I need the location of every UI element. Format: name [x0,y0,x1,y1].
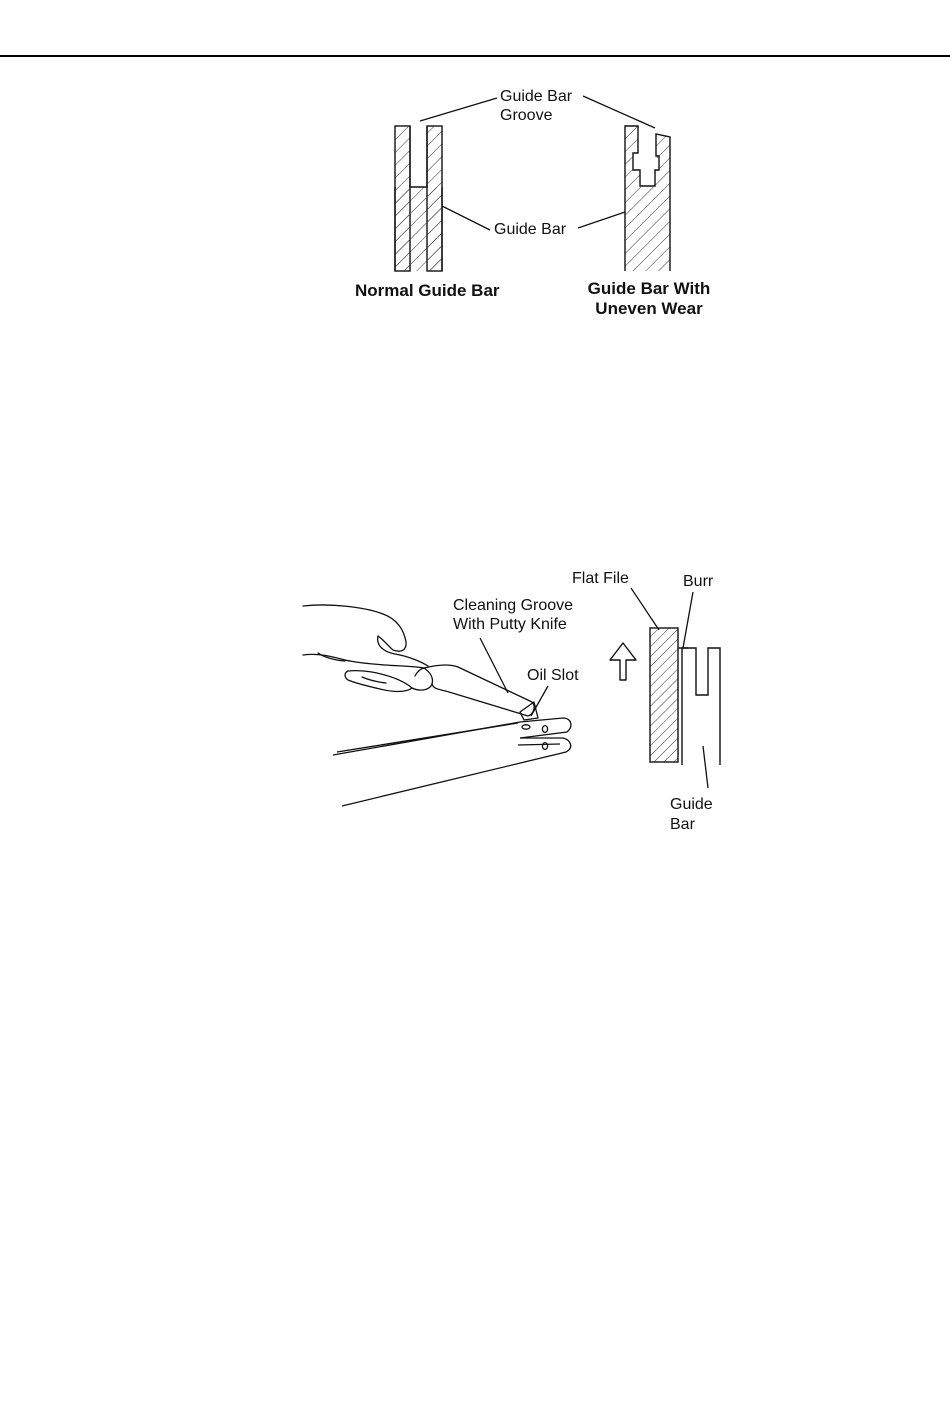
oil-slot-leader [531,686,548,716]
flat-file [650,628,678,762]
cleaning-groove-label-line2: With Putty Knife [453,616,567,633]
groove-label-line1: Guide Bar [500,88,573,105]
worn-guide-bar-caption-line2: Uneven Wear [595,299,703,318]
burr-leader [683,592,693,648]
guide-bar-leader [703,746,708,788]
burr-label: Burr [683,573,714,590]
oil-slot-label: Oil Slot [527,667,579,684]
cleaning-groove-label-line1: Cleaning Groove [453,597,574,614]
guide-bar-label-line2: Bar [670,816,695,833]
guide-bar-label: Guide Bar [494,221,567,238]
guide-bar-illustration [333,718,571,806]
worn-guide-bar-caption-line1: Guide Bar With [587,279,711,298]
up-arrow [610,643,636,680]
flat-file-label: Flat File [572,570,629,587]
cleaning-leader [480,638,508,693]
guide-bar-section [678,648,720,765]
normal-guide-bar-caption: Normal Guide Bar [355,281,500,300]
groove-label-line2: Groove [500,107,553,124]
guide-bar-label-line1: Guide [670,796,713,813]
flat-file-leader [631,588,659,630]
